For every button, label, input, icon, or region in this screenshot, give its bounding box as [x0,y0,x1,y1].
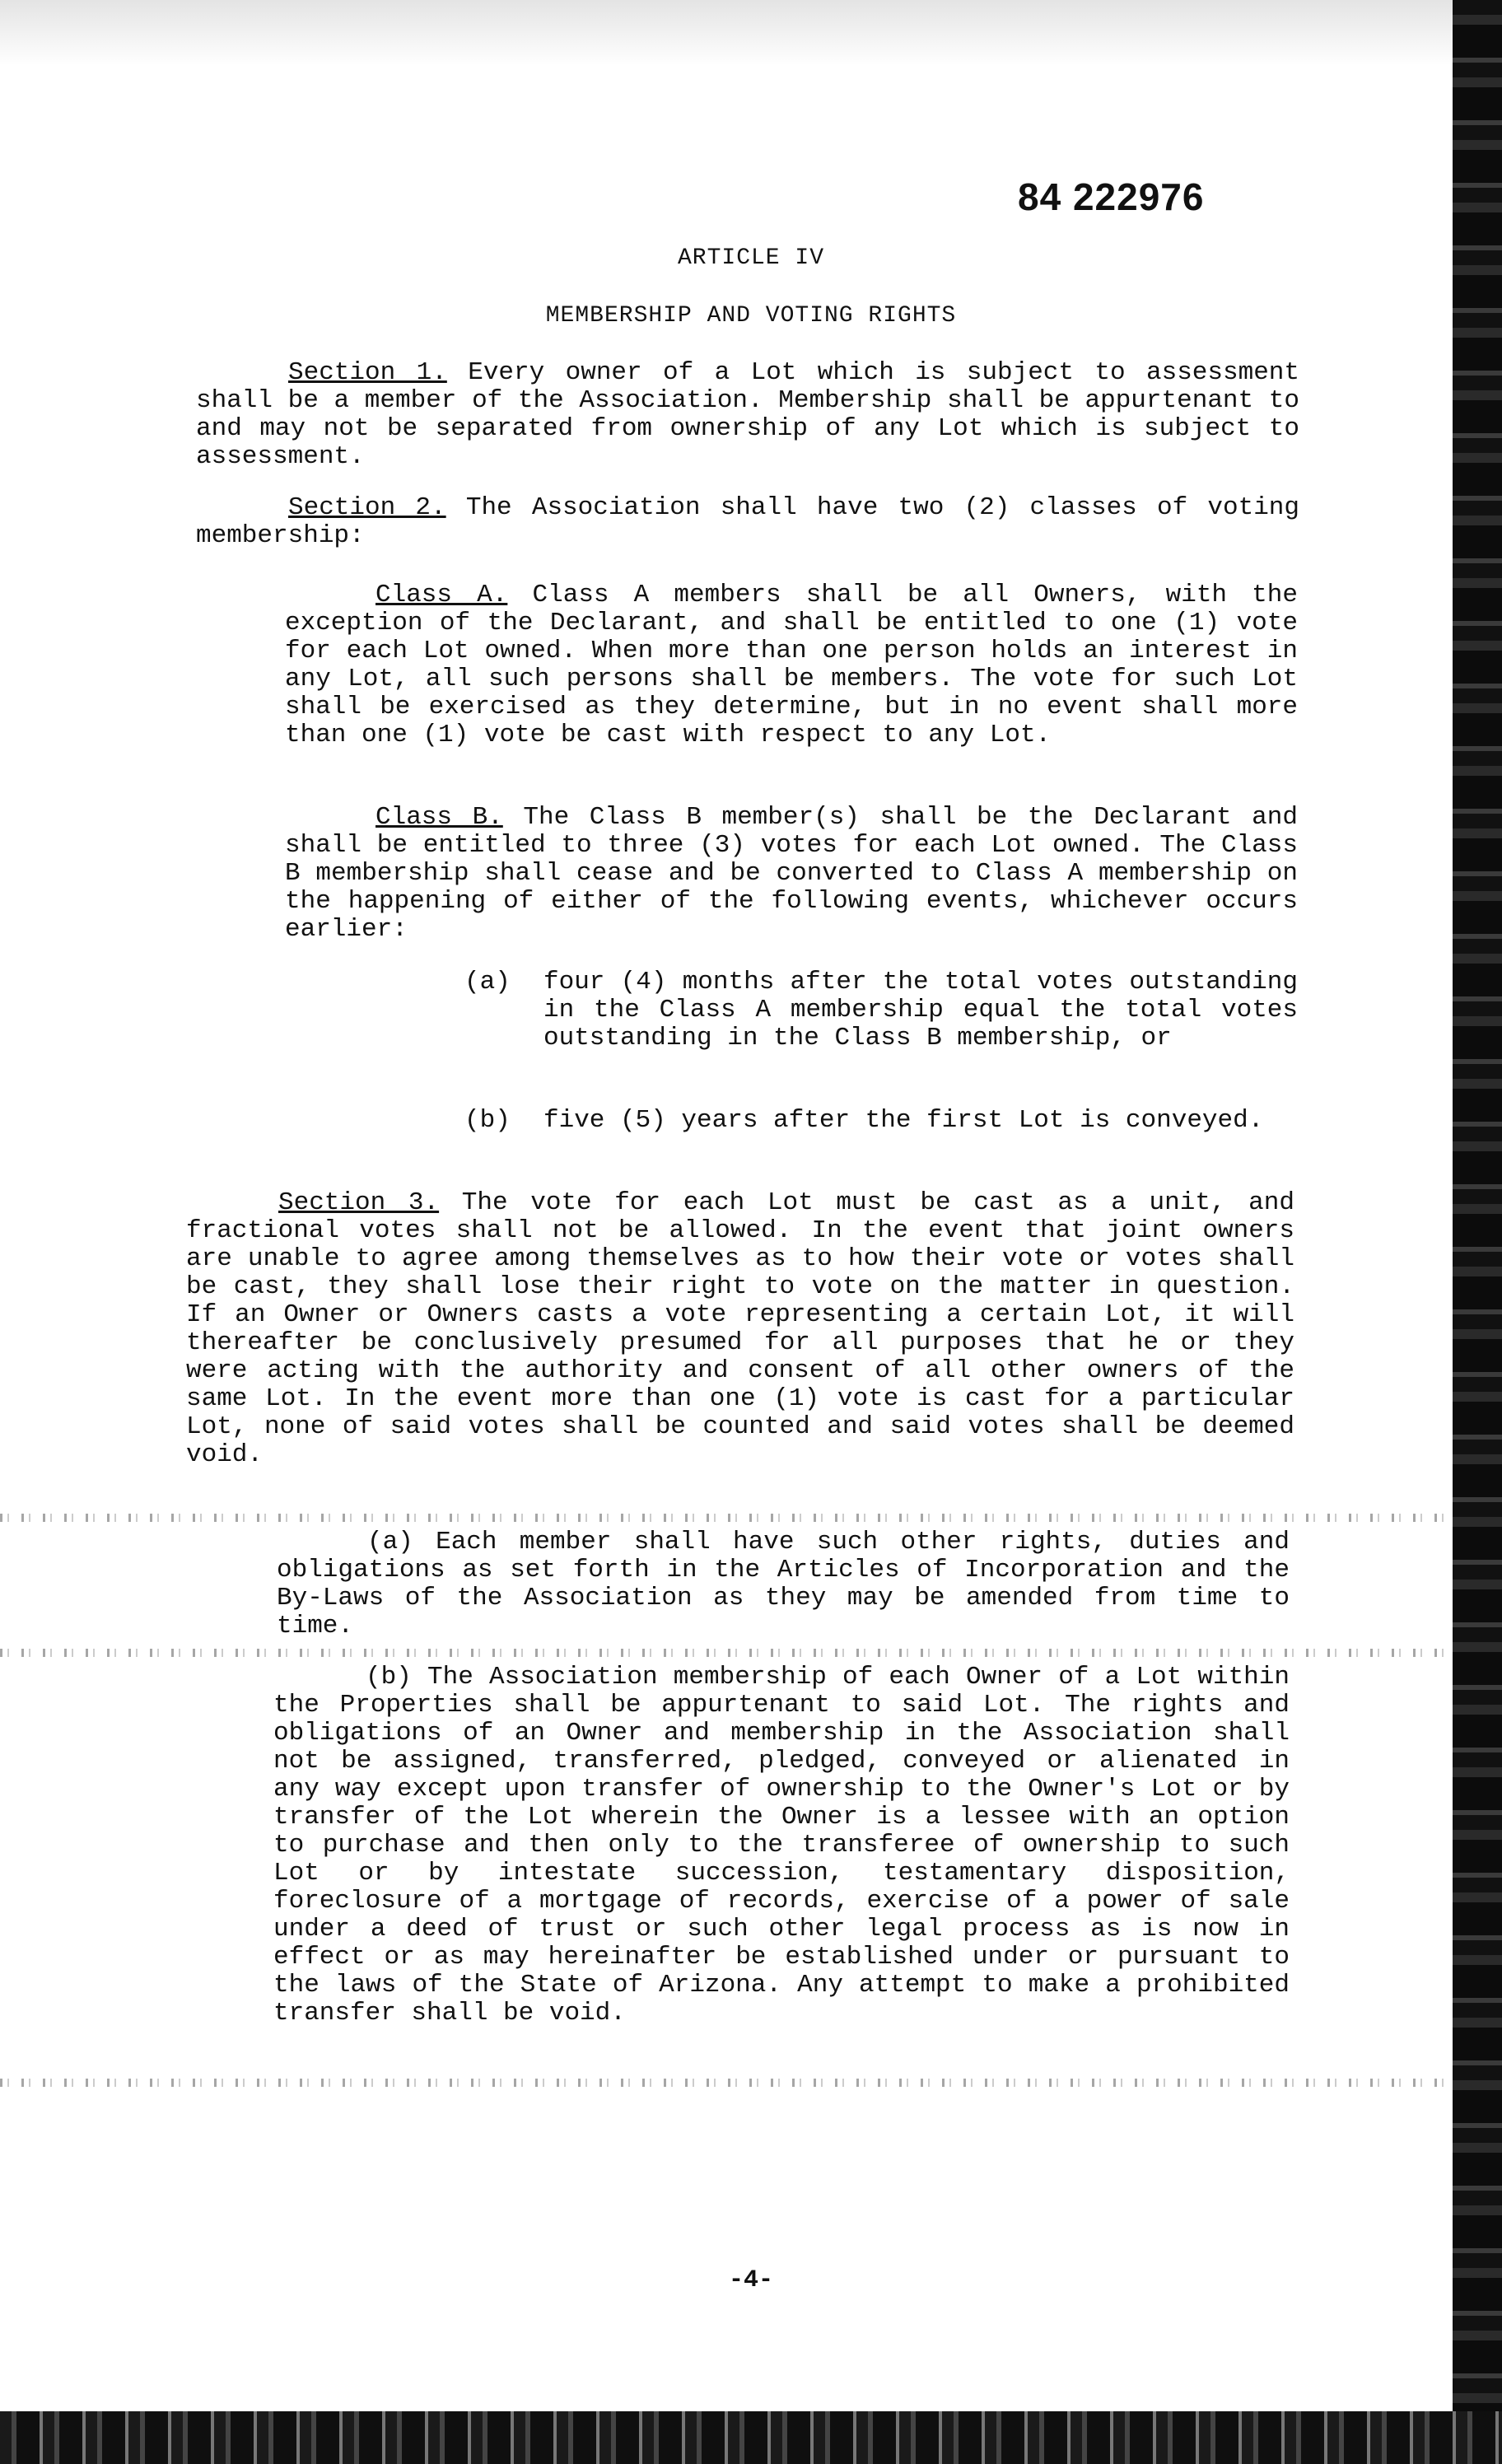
class-a-label: Class A. [376,581,508,609]
section-3 [186,1189,1294,1469]
scan-smear-3 [0,2079,1453,2087]
section-2-label: Section 2. [288,493,446,522]
section-3-text: The vote for each Lot must be cast as a unit, and fractional votes shall not be allowed. In the event that joint owners are unable to agree among themselves as to how their vote or votes shall be cast, they shall lose their right to vote on the matter in question. If an Owner or Owners casts a vote representing a certain Lot, it will thereafter be conclusively presumed for all purposes that he or they were acting with the authority and consent of all other owners of the same Lot. In the event more than one (1) vote is cast for a particular Lot, none of said votes shall be counted and said votes shall be deemed void. [186,1188,1294,1469]
article-title: ARTICLE IV [677,245,825,271]
paragraph-a: (a) Each member shall have such other rights, duties and obligations as set forth in the Articles of Incorporation and the By-Laws of the Association as they may be amended from time to time. [277,1528,1290,1640]
paragraph-b: (b) The Association membership of each Owner of a Lot within the Properties shall be appurtenant to said Lot. The rights and obligations of an Owner and membership in the Association shall not be assigned, transferred, pledged, conveyed or alienated in any way except upon transfer of ownership to the Owner's Lot or by transfer of the Lot wherein the Owner is a lessee with an option to purchase and then only to the transferee of ownership to such Lot or by intestate succession, testamentary disposition, foreclosure of a mortgage of records, exercise of a power of sale under a deed of trust or such other legal process as is now in effect or as may hereinafter be established under or pursuant to the laws of the State of Arizona. Any attempt to make a prohibited transfer shall be void. [273,1663,1290,2028]
section-1-text: Every owner of a Lot which is subject to assessment shall be a member of the Association. Membership shall be appurtenant to and may not be separated from ownership of any Lot which is subject to assessment. [196,358,1300,471]
scan-edge-bottom [0,2411,1502,2464]
article-subtitle: MEMBERSHIP AND VOTING RIGHTS [545,303,957,329]
section-2 [196,494,1299,550]
class-b [285,804,1298,944]
event-b-text: five (5) years after the first Lot is conveyed. [543,1106,1264,1135]
section-1-label: Section 1. [288,358,447,387]
event-b [464,1107,1298,1166]
event-a-text: four (4) months after the total votes outstanding in the Class A membership equal the total votes outstanding in the Class B membership, or [543,968,1298,1052]
scan-edge-right [1453,0,1502,2464]
event-b-marker: (b) [464,1106,511,1135]
scan-edge-top [0,0,1502,66]
event-a-marker: (a) [464,968,511,996]
scan-smear-2 [0,1649,1453,1657]
event-a [464,968,1298,1084]
section-1 [196,359,1299,471]
class-a-text: Class A members shall be all Owners, with the exception of the Declarant, and shall be entitled to one (1) vote for each Lot owned. When more than one person holds an interest in any Lot, all such persons shall be members. The vote for such Lot shall be exercised as they determine, but in no event shall more than one (1) vote be cast with respect to any Lot. [285,581,1298,749]
recording-number: 84 222976 [1018,175,1205,218]
scan-smear-1 [0,1514,1453,1522]
class-b-text: The Class B member(s) shall be the Declarant and shall be entitled to three (3) votes for each Lot owned. The Class B membership shall cease and be converted to Class A membership on the happening of either of the following events, whichever occurs earlier: [285,803,1298,944]
class-a [285,581,1298,749]
section-2-text: The Association shall have two (2) classes of voting membership: [196,493,1300,550]
section-3-label: Section 3. [278,1188,440,1217]
class-b-label: Class B. [376,803,503,832]
page-number: -4- [728,2266,773,2294]
